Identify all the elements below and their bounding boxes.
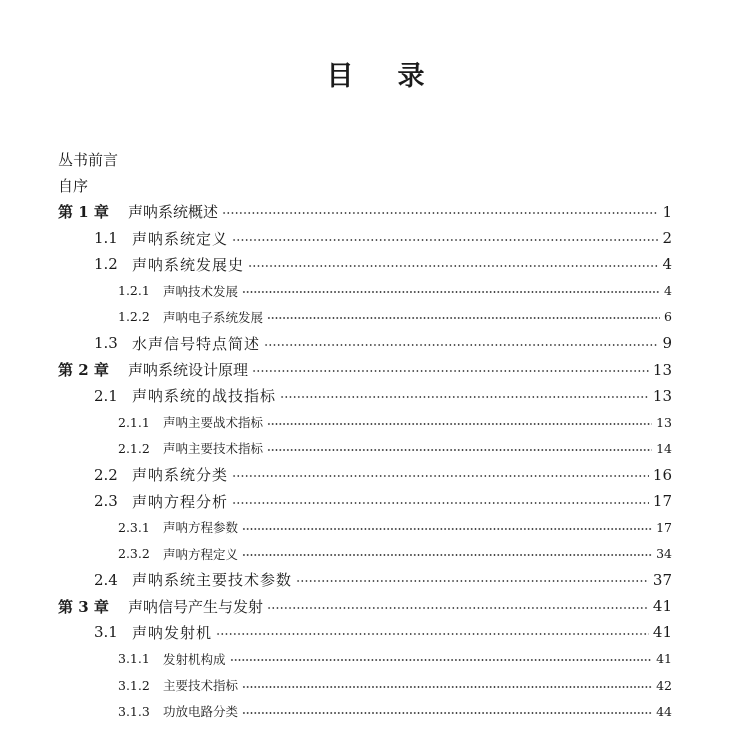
toc-entry-label: 声呐电子系统发展 bbox=[163, 309, 264, 325]
toc-entry-number: 1.1 bbox=[94, 229, 118, 248]
toc-subsection-row[interactable] bbox=[58, 672, 672, 698]
toc-entry-number: 1.2.1 bbox=[118, 283, 150, 299]
dot-leader bbox=[216, 633, 649, 635]
toc-entry-page-number: 17 bbox=[656, 519, 672, 535]
toc-entry-page-number: 9 bbox=[662, 334, 672, 353]
dot-leader bbox=[280, 396, 649, 398]
toc-entry-number: 2.2 bbox=[94, 465, 118, 484]
toc-entry-page-number: 4 bbox=[664, 283, 672, 299]
table-of-contents bbox=[58, 146, 672, 725]
dot-leader bbox=[242, 686, 652, 688]
toc-entry-number: 3.1.3 bbox=[118, 703, 150, 719]
dot-leader bbox=[264, 344, 658, 346]
toc-entry-page-number: 13 bbox=[656, 414, 672, 430]
dot-leader bbox=[252, 370, 649, 372]
page-title bbox=[0, 54, 751, 93]
dot-leader bbox=[267, 607, 649, 609]
toc-entry-number: 2.4 bbox=[94, 570, 118, 589]
toc-subsection-row[interactable] bbox=[58, 514, 672, 540]
toc-entry-label: 声呐系统概述 bbox=[128, 203, 219, 222]
toc-entry-label: 声呐系统主要技术参数 bbox=[132, 571, 293, 590]
toc-entry-page-number: 4 bbox=[662, 255, 672, 274]
toc-entry-label: 声呐主要战术指标 bbox=[163, 415, 264, 431]
toc-subsection-row[interactable] bbox=[58, 646, 672, 672]
toc-entry-page-number: 16 bbox=[652, 465, 672, 484]
toc-section-row[interactable] bbox=[58, 567, 672, 593]
toc-entry-label: 声呐发射机 bbox=[132, 623, 213, 642]
toc-entry-number: 3.1 bbox=[94, 623, 118, 642]
dot-leader bbox=[232, 502, 649, 504]
toc-section-row[interactable] bbox=[58, 383, 672, 409]
toc-entry-number: 2.1 bbox=[94, 386, 118, 405]
toc-entry-page-number: 34 bbox=[656, 546, 672, 562]
toc-entry-label: 丛书前言 bbox=[58, 150, 119, 169]
toc-entry-number: 第 1 章 bbox=[58, 203, 109, 222]
toc-subsection-row[interactable] bbox=[58, 435, 672, 461]
dot-leader bbox=[232, 475, 649, 477]
title-char-1: 目 bbox=[326, 61, 354, 92]
toc-entry-page-number: 17 bbox=[652, 492, 672, 510]
toc-entry-label: 发射机构成 bbox=[163, 651, 226, 667]
toc-entry-page-number: 42 bbox=[656, 677, 672, 693]
toc-entry-page-number: 1 bbox=[662, 202, 672, 221]
toc-front-matter-author-preface[interactable] bbox=[58, 172, 672, 198]
toc-entry-number: 2.3 bbox=[94, 492, 118, 510]
toc-entry-label: 声呐系统设计原理 bbox=[128, 361, 249, 380]
toc-entry-number: 2.3.1 bbox=[118, 519, 150, 535]
toc-chapter-row[interactable] bbox=[58, 356, 672, 382]
toc-entry-page-number: 41 bbox=[652, 623, 672, 642]
dot-leader bbox=[248, 265, 658, 267]
toc-subsection-row[interactable] bbox=[58, 698, 672, 724]
toc-entry-number: 2.1.1 bbox=[118, 414, 150, 430]
dot-leader bbox=[222, 212, 658, 214]
toc-entry-number: 第 3 章 bbox=[58, 597, 109, 616]
toc-entry-label: 声呐技术发展 bbox=[163, 283, 239, 299]
toc-front-matter-preface[interactable] bbox=[58, 146, 672, 172]
toc-entry-label: 声呐方程参数 bbox=[163, 520, 239, 536]
toc-entry-page-number: 2 bbox=[662, 229, 672, 248]
dot-leader bbox=[267, 449, 652, 451]
toc-chapter-row[interactable] bbox=[58, 199, 672, 225]
toc-entry-number: 3.1.1 bbox=[118, 651, 150, 667]
toc-subsection-row[interactable] bbox=[58, 540, 672, 566]
title-char-2: 录 bbox=[397, 61, 425, 92]
toc-entry-page-number: 13 bbox=[652, 386, 672, 405]
toc-entry-label: 声呐系统的战技指标 bbox=[132, 387, 277, 406]
toc-entry-label: 自序 bbox=[58, 176, 89, 195]
toc-chapter-row[interactable] bbox=[58, 593, 672, 619]
dot-leader bbox=[242, 291, 660, 293]
toc-entry-label: 主要技术指标 bbox=[163, 678, 239, 694]
toc-entry-page-number: 14 bbox=[656, 440, 672, 456]
toc-entry-number: 2.1.2 bbox=[118, 440, 150, 456]
toc-subsection-row[interactable] bbox=[58, 277, 672, 303]
toc-section-row[interactable] bbox=[58, 619, 672, 645]
toc-entry-label: 声呐方程定义 bbox=[163, 546, 239, 562]
toc-entry-number: 1.2 bbox=[94, 255, 118, 274]
toc-entry-label: 声呐系统发展史 bbox=[132, 255, 245, 274]
dot-leader bbox=[267, 423, 652, 425]
dot-leader bbox=[296, 580, 649, 582]
dot-leader bbox=[267, 317, 660, 319]
toc-entry-number: 1.2.2 bbox=[118, 309, 150, 325]
toc-section-row[interactable] bbox=[58, 462, 672, 488]
toc-section-row[interactable] bbox=[58, 225, 672, 251]
toc-section-row[interactable] bbox=[58, 488, 672, 514]
dot-leader bbox=[232, 239, 658, 241]
toc-entry-number: 第 2 章 bbox=[58, 361, 109, 380]
toc-entry-page-number: 44 bbox=[656, 703, 672, 719]
toc-entry-page-number: 37 bbox=[652, 570, 672, 589]
toc-entry-number: 1.3 bbox=[94, 334, 118, 353]
toc-entry-number: 2.3.2 bbox=[118, 546, 150, 562]
toc-subsection-row[interactable] bbox=[58, 304, 672, 330]
dot-leader bbox=[242, 528, 652, 530]
toc-entry-page-number: 41 bbox=[652, 597, 672, 616]
dot-leader bbox=[230, 659, 653, 661]
toc-entry-label: 功放电路分类 bbox=[163, 704, 239, 720]
toc-entry-page-number: 13 bbox=[652, 360, 672, 379]
toc-section-row[interactable] bbox=[58, 251, 672, 277]
dot-leader bbox=[242, 554, 652, 556]
toc-entry-label: 声呐系统分类 bbox=[132, 466, 229, 485]
dot-leader bbox=[242, 712, 652, 714]
toc-subsection-row[interactable] bbox=[58, 409, 672, 435]
toc-entry-label: 水声信号特点简述 bbox=[132, 334, 261, 353]
toc-entry-number: 3.1.2 bbox=[118, 677, 150, 693]
toc-entry-label: 声呐方程分析 bbox=[132, 492, 229, 511]
toc-entry-label: 声呐信号产生与发射 bbox=[128, 597, 264, 616]
toc-section-row[interactable] bbox=[58, 330, 672, 356]
toc-entry-label: 声呐系统定义 bbox=[132, 229, 229, 248]
toc-entry-page-number: 6 bbox=[664, 309, 672, 325]
toc-entry-page-number: 41 bbox=[656, 651, 672, 667]
toc-entry-label: 声呐主要技术指标 bbox=[163, 441, 264, 457]
